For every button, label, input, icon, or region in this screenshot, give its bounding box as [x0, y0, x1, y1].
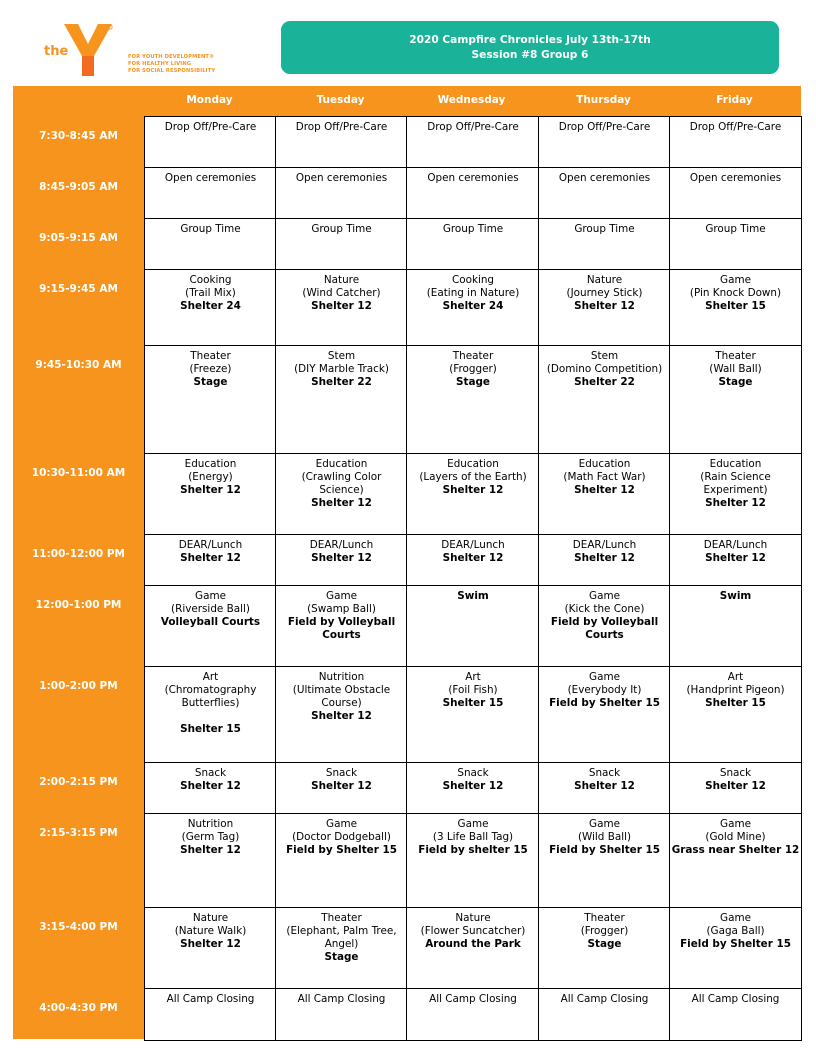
time-slot-label: 11:00-12:00 PM: [31, 548, 125, 560]
activity-text: Game: [589, 818, 620, 830]
activity-text: All Camp Closing: [560, 993, 649, 1005]
activity-text: Open ceremonies: [295, 172, 388, 184]
activity-text: Theater: [452, 350, 494, 362]
activity-text: Open ceremonies: [164, 172, 257, 184]
activity-text: Theater: [584, 912, 625, 924]
activity-location: Grass near Shelter 12: [671, 844, 800, 856]
activity-text: Angel): [324, 938, 359, 950]
activity-text: DEAR/Lunch: [441, 539, 505, 551]
schedule-cell: [275, 666, 408, 764]
activity-location: Volleyball Courts: [160, 616, 261, 628]
time-column-band: [13, 86, 144, 1039]
schedule-cell: [669, 585, 802, 668]
day-header-monday: Monday: [186, 94, 233, 106]
schedule-cell: [144, 345, 277, 455]
activity-location: Field by Shelter 15: [549, 844, 660, 856]
schedule-cell: [669, 218, 802, 271]
activity-text: (3 Life Ball Tag): [432, 831, 514, 843]
activity-location: Stage: [587, 938, 622, 950]
schedule-cell: [669, 988, 802, 1041]
schedule-cell: [538, 534, 671, 587]
activity-text: Open ceremonies: [427, 172, 519, 184]
activity-text: All Camp Closing: [429, 993, 517, 1005]
activity-text: Education: [709, 458, 762, 470]
activity-text: (Frogger): [449, 363, 497, 375]
schedule-cell: [275, 762, 408, 815]
schedule-cell: [144, 167, 277, 220]
activity-location: Shelter 12: [574, 780, 635, 792]
schedule-cell: [144, 988, 277, 1041]
ymca-logo: [40, 22, 230, 82]
schedule-title-banner: [281, 21, 779, 74]
activity-text: Game: [457, 818, 489, 830]
activity-text: Drop Off/Pre-Care: [558, 121, 651, 133]
activity-text: Butterflies): [181, 697, 240, 709]
schedule-cell: [406, 907, 540, 990]
schedule-cell: [538, 907, 671, 990]
schedule-cell: [275, 813, 408, 909]
schedule-cell: [144, 269, 277, 347]
activity-location: Shelter 12: [442, 780, 504, 792]
activity-text: Nature: [323, 274, 360, 286]
title-line-1: 2020 Campfire Chronicles July 13th-17th: [409, 33, 651, 46]
schedule-cell: [538, 345, 671, 455]
activity-text: (Riverside Ball): [171, 603, 250, 615]
schedule-cell: [275, 988, 408, 1041]
activity-text: Game: [589, 671, 620, 683]
activity-text: (Pin Knock Down): [689, 287, 782, 299]
time-slot-label: 8:45-9:05 AM: [39, 181, 118, 193]
schedule-cell: [669, 116, 802, 169]
activity-text: Drop Off/Pre-Care: [427, 121, 519, 133]
activity-text: (Foil Fish): [448, 684, 498, 696]
activity-text: (Ultimate Obstacle: [292, 684, 391, 696]
activity-text: (Freeze): [189, 363, 232, 375]
day-header-wednesday: Wednesday: [437, 94, 506, 106]
schedule-cell: [669, 534, 802, 587]
activity-text: (Rain Science: [700, 471, 771, 483]
activity-text: Open ceremonies: [558, 172, 651, 184]
activity-location: Shelter 12: [574, 552, 635, 564]
schedule-cell: [538, 813, 671, 909]
activity-text: Theater: [190, 350, 231, 362]
activity-text: (Wild Ball): [577, 831, 632, 843]
activity-text: Game: [720, 818, 751, 830]
activity-location: Field by Shelter 15: [549, 697, 660, 709]
activity-location: Shelter 12: [705, 497, 766, 509]
activity-text: Cooking: [451, 274, 495, 286]
schedule-cell: [406, 453, 540, 536]
activity-location: Swim: [719, 590, 752, 602]
activity-location: Shelter 22: [574, 376, 635, 388]
activity-text: All Camp Closing: [166, 993, 255, 1005]
activity-location: Shelter 12: [705, 552, 766, 564]
activity-location: Shelter 12: [574, 484, 635, 496]
activity-location: Stage: [324, 951, 359, 963]
activity-location: Shelter 12: [574, 300, 635, 312]
activity-location: Field by Shelter 15: [286, 844, 397, 856]
activity-text: Snack: [194, 767, 227, 779]
activity-text: Game: [720, 912, 751, 924]
activity-text: (Crawling Color: [301, 471, 382, 483]
schedule-cell: [538, 116, 671, 169]
activity-text: DEAR/Lunch: [309, 539, 374, 551]
activity-text: (Wall Ball): [709, 363, 762, 375]
schedule-cell: [406, 167, 540, 220]
schedule-cell: [144, 762, 277, 815]
activity-location: Field by Volleyball Courts: [287, 616, 396, 641]
activity-text: Art: [727, 671, 744, 683]
activity-text: Art: [465, 671, 481, 683]
activity-text: (Elephant, Palm Tree,: [286, 925, 397, 937]
activity-text: (Math Fact War): [563, 471, 646, 483]
logo-tagline: [128, 54, 215, 75]
activity-text: (Journey Stick): [566, 287, 643, 299]
schedule-cell: [538, 988, 671, 1041]
tagline-line-2: FOR HEALTHY LIVING: [128, 61, 192, 67]
activity-text: Snack: [457, 767, 489, 779]
activity-text: (Kick the Cone): [564, 603, 645, 615]
schedule-cell: [144, 218, 277, 271]
time-slot-label: 10:30-11:00 AM: [31, 467, 126, 479]
time-slot-label: 1:00-2:00 PM: [39, 680, 118, 692]
activity-text: Course): [321, 697, 362, 709]
activity-text: (Energy): [188, 471, 233, 483]
activity-text: Game: [326, 818, 357, 830]
activity-text: Theater: [715, 350, 756, 362]
activity-text: Education: [578, 458, 631, 470]
activity-text: Cooking: [189, 274, 232, 286]
activity-text: (Doctor Dodgeball): [292, 831, 391, 843]
schedule-cell: [538, 269, 671, 347]
schedule-cell: [669, 167, 802, 220]
activity-text: (Layers of the Earth): [419, 471, 527, 483]
activity-text: Group Time: [311, 223, 372, 235]
activity-location: Around the Park: [425, 938, 521, 950]
time-slot-label: 3:15-4:00 PM: [39, 921, 118, 933]
schedule-cell: [669, 269, 802, 347]
schedule-cell: [144, 585, 277, 668]
activity-text: (Domino Competition): [546, 363, 663, 375]
activity-location: Stage: [456, 376, 490, 388]
activity-text: Science): [319, 484, 364, 496]
activity-text: All Camp Closing: [297, 993, 386, 1005]
activity-location: Shelter 12: [180, 844, 241, 856]
schedule-cell: [669, 813, 802, 909]
day-header-friday: Friday: [716, 94, 753, 106]
activity-location: Shelter 12: [180, 938, 241, 950]
schedule-cell: [406, 988, 540, 1041]
schedule-cell: [144, 813, 277, 909]
schedule-cell: [275, 585, 408, 668]
activity-text: (Wind Catcher): [302, 287, 381, 299]
schedule-cell: [406, 345, 540, 455]
schedule-cell: [275, 116, 408, 169]
activity-text: Game: [589, 590, 620, 602]
activity-location: Shelter 12: [180, 484, 241, 496]
schedule-cell: [669, 453, 802, 536]
activity-text: Nature: [586, 274, 623, 286]
schedule-cell: [144, 666, 277, 764]
schedule-cell: [275, 269, 408, 347]
activity-text: Drop Off/Pre-Care: [689, 121, 782, 133]
activity-text: Art: [202, 671, 219, 683]
activity-text: Game: [720, 274, 751, 286]
schedule-cell: [538, 167, 671, 220]
activity-text: Open ceremonies: [689, 172, 782, 184]
schedule-cell: [275, 907, 408, 990]
activity-text: Stem: [327, 350, 356, 362]
title-line-2: Session #8 Group 6: [471, 48, 589, 61]
time-slot-label: 4:00-4:30 PM: [39, 1002, 118, 1014]
activity-text: Nature: [192, 912, 229, 924]
activity-text: Game: [326, 590, 357, 602]
activity-text: (Nature Walk): [174, 925, 247, 937]
activity-text: Nutrition: [318, 671, 365, 683]
schedule-cell: [669, 666, 802, 764]
schedule-cell: [144, 453, 277, 536]
activity-location: Shelter 15: [180, 723, 241, 735]
activity-text: Group Time: [705, 223, 766, 235]
activity-text: Game: [195, 590, 226, 602]
activity-text: (Flower Suncatcher): [420, 925, 526, 937]
activity-text: (Germ Tag): [181, 831, 240, 843]
schedule-cell: [275, 345, 408, 455]
y-logo-icon: [62, 22, 114, 78]
activity-text: (Gaga Ball): [706, 925, 765, 937]
schedule-cell: [406, 534, 540, 587]
activity-location: Shelter 12: [311, 710, 372, 722]
schedule-cell: [538, 762, 671, 815]
day-header-thursday: Thursday: [576, 94, 631, 106]
activity-location: Swim: [457, 590, 489, 602]
activity-location: Shelter 12: [311, 300, 372, 312]
time-slot-label: 7:30-8:45 AM: [39, 130, 118, 142]
activity-location: Shelter 24: [442, 300, 504, 312]
schedule-cell: [144, 534, 277, 587]
time-slot-label: 2:00-2:15 PM: [39, 776, 118, 788]
activity-text: DEAR/Lunch: [703, 539, 768, 551]
spacer: [145, 710, 276, 723]
activity-text: (Gold Mine): [705, 831, 766, 843]
activity-location: Shelter 15: [442, 697, 504, 709]
activity-text: (Handprint Pigeon): [686, 684, 785, 696]
activity-text: (Eating in Nature): [426, 287, 520, 299]
activity-location: Shelter 22: [311, 376, 372, 388]
activity-text: Stem: [590, 350, 619, 362]
activity-text: Experiment): [703, 484, 768, 496]
schedule-cell: [669, 762, 802, 815]
tagline-line-3: FOR SOCIAL RESPONSIBILITY: [128, 68, 216, 74]
activity-text: (Trail Mix): [185, 287, 236, 299]
tagline-line-1: FOR YOUTH DEVELOPMENT®: [128, 54, 215, 60]
activity-location: Shelter 15: [705, 697, 766, 709]
time-slot-label: 9:45-10:30 AM: [35, 359, 122, 371]
schedule-cell: [275, 167, 408, 220]
activity-text: All Camp Closing: [691, 993, 780, 1005]
activity-location: Shelter 12: [705, 780, 766, 792]
time-slot-label: 2:15-3:15 PM: [39, 827, 118, 839]
activity-text: Education: [315, 458, 368, 470]
schedule-cell: [406, 269, 540, 347]
activity-location: Stage: [193, 376, 228, 388]
schedule-cell: [275, 453, 408, 536]
activity-text: Group Time: [574, 223, 635, 235]
activity-location: Shelter 15: [705, 300, 766, 312]
schedule-cell: [406, 585, 540, 668]
time-slot-label: 9:15-9:45 AM: [39, 283, 118, 295]
activity-text: Group Time: [180, 223, 241, 235]
schedule-cell: [538, 453, 671, 536]
schedule-cell: [406, 666, 540, 764]
activity-location: Shelter 12: [311, 552, 372, 564]
activity-text: Theater: [321, 912, 362, 924]
schedule-cell: [406, 116, 540, 169]
activity-text: Snack: [325, 767, 358, 779]
activity-text: Snack: [719, 767, 752, 779]
schedule-cell: [669, 907, 802, 990]
activity-text: Education: [184, 458, 237, 470]
activity-location: Shelter 12: [311, 497, 372, 509]
schedule-cell: [406, 813, 540, 909]
activity-location: Shelter 24: [180, 300, 241, 312]
activity-text: Group Time: [442, 223, 504, 235]
schedule-cell: [275, 534, 408, 587]
schedule-cell: [144, 116, 277, 169]
schedule-cell: [538, 585, 671, 668]
schedule-cell: [144, 907, 277, 990]
logo-the-text: the: [44, 44, 69, 59]
activity-text: Nutrition: [187, 818, 234, 830]
schedule-cell: [406, 218, 540, 271]
activity-location: Field by shelter 15: [418, 844, 528, 856]
activity-text: DEAR/Lunch: [572, 539, 637, 551]
activity-text: (Frogger): [580, 925, 629, 937]
schedule-cell: [538, 218, 671, 271]
activity-text: (DIY Marble Track): [294, 363, 389, 375]
activity-location: Shelter 12: [180, 552, 241, 564]
schedule-cell: [406, 762, 540, 815]
activity-text: (Everybody It): [567, 684, 642, 696]
day-header-tuesday: Tuesday: [316, 94, 365, 106]
time-slot-label: 12:00-1:00 PM: [35, 599, 122, 611]
activity-location: Shelter 12: [442, 552, 504, 564]
activity-location: Field by Volleyball Courts: [550, 616, 659, 641]
activity-text: Snack: [588, 767, 621, 779]
activity-location: Shelter 12: [442, 484, 504, 496]
activity-location: Field by Shelter 15: [680, 938, 791, 950]
time-slot-label: 9:05-9:15 AM: [39, 232, 118, 244]
activity-text: (Swamp Ball): [307, 603, 376, 615]
activity-text: Drop Off/Pre-Care: [164, 121, 257, 133]
activity-location: Shelter 12: [180, 780, 241, 792]
activity-text: Education: [447, 458, 499, 470]
schedule-cell: [669, 345, 802, 455]
activity-text: DEAR/Lunch: [178, 539, 243, 551]
activity-text: Nature: [455, 912, 491, 924]
schedule-cell: [275, 218, 408, 271]
activity-location: Stage: [718, 376, 753, 388]
activity-text: Drop Off/Pre-Care: [295, 121, 388, 133]
activity-location: Shelter 12: [311, 780, 372, 792]
activity-text: (Chromatography: [164, 684, 257, 696]
schedule-cell: [538, 666, 671, 764]
